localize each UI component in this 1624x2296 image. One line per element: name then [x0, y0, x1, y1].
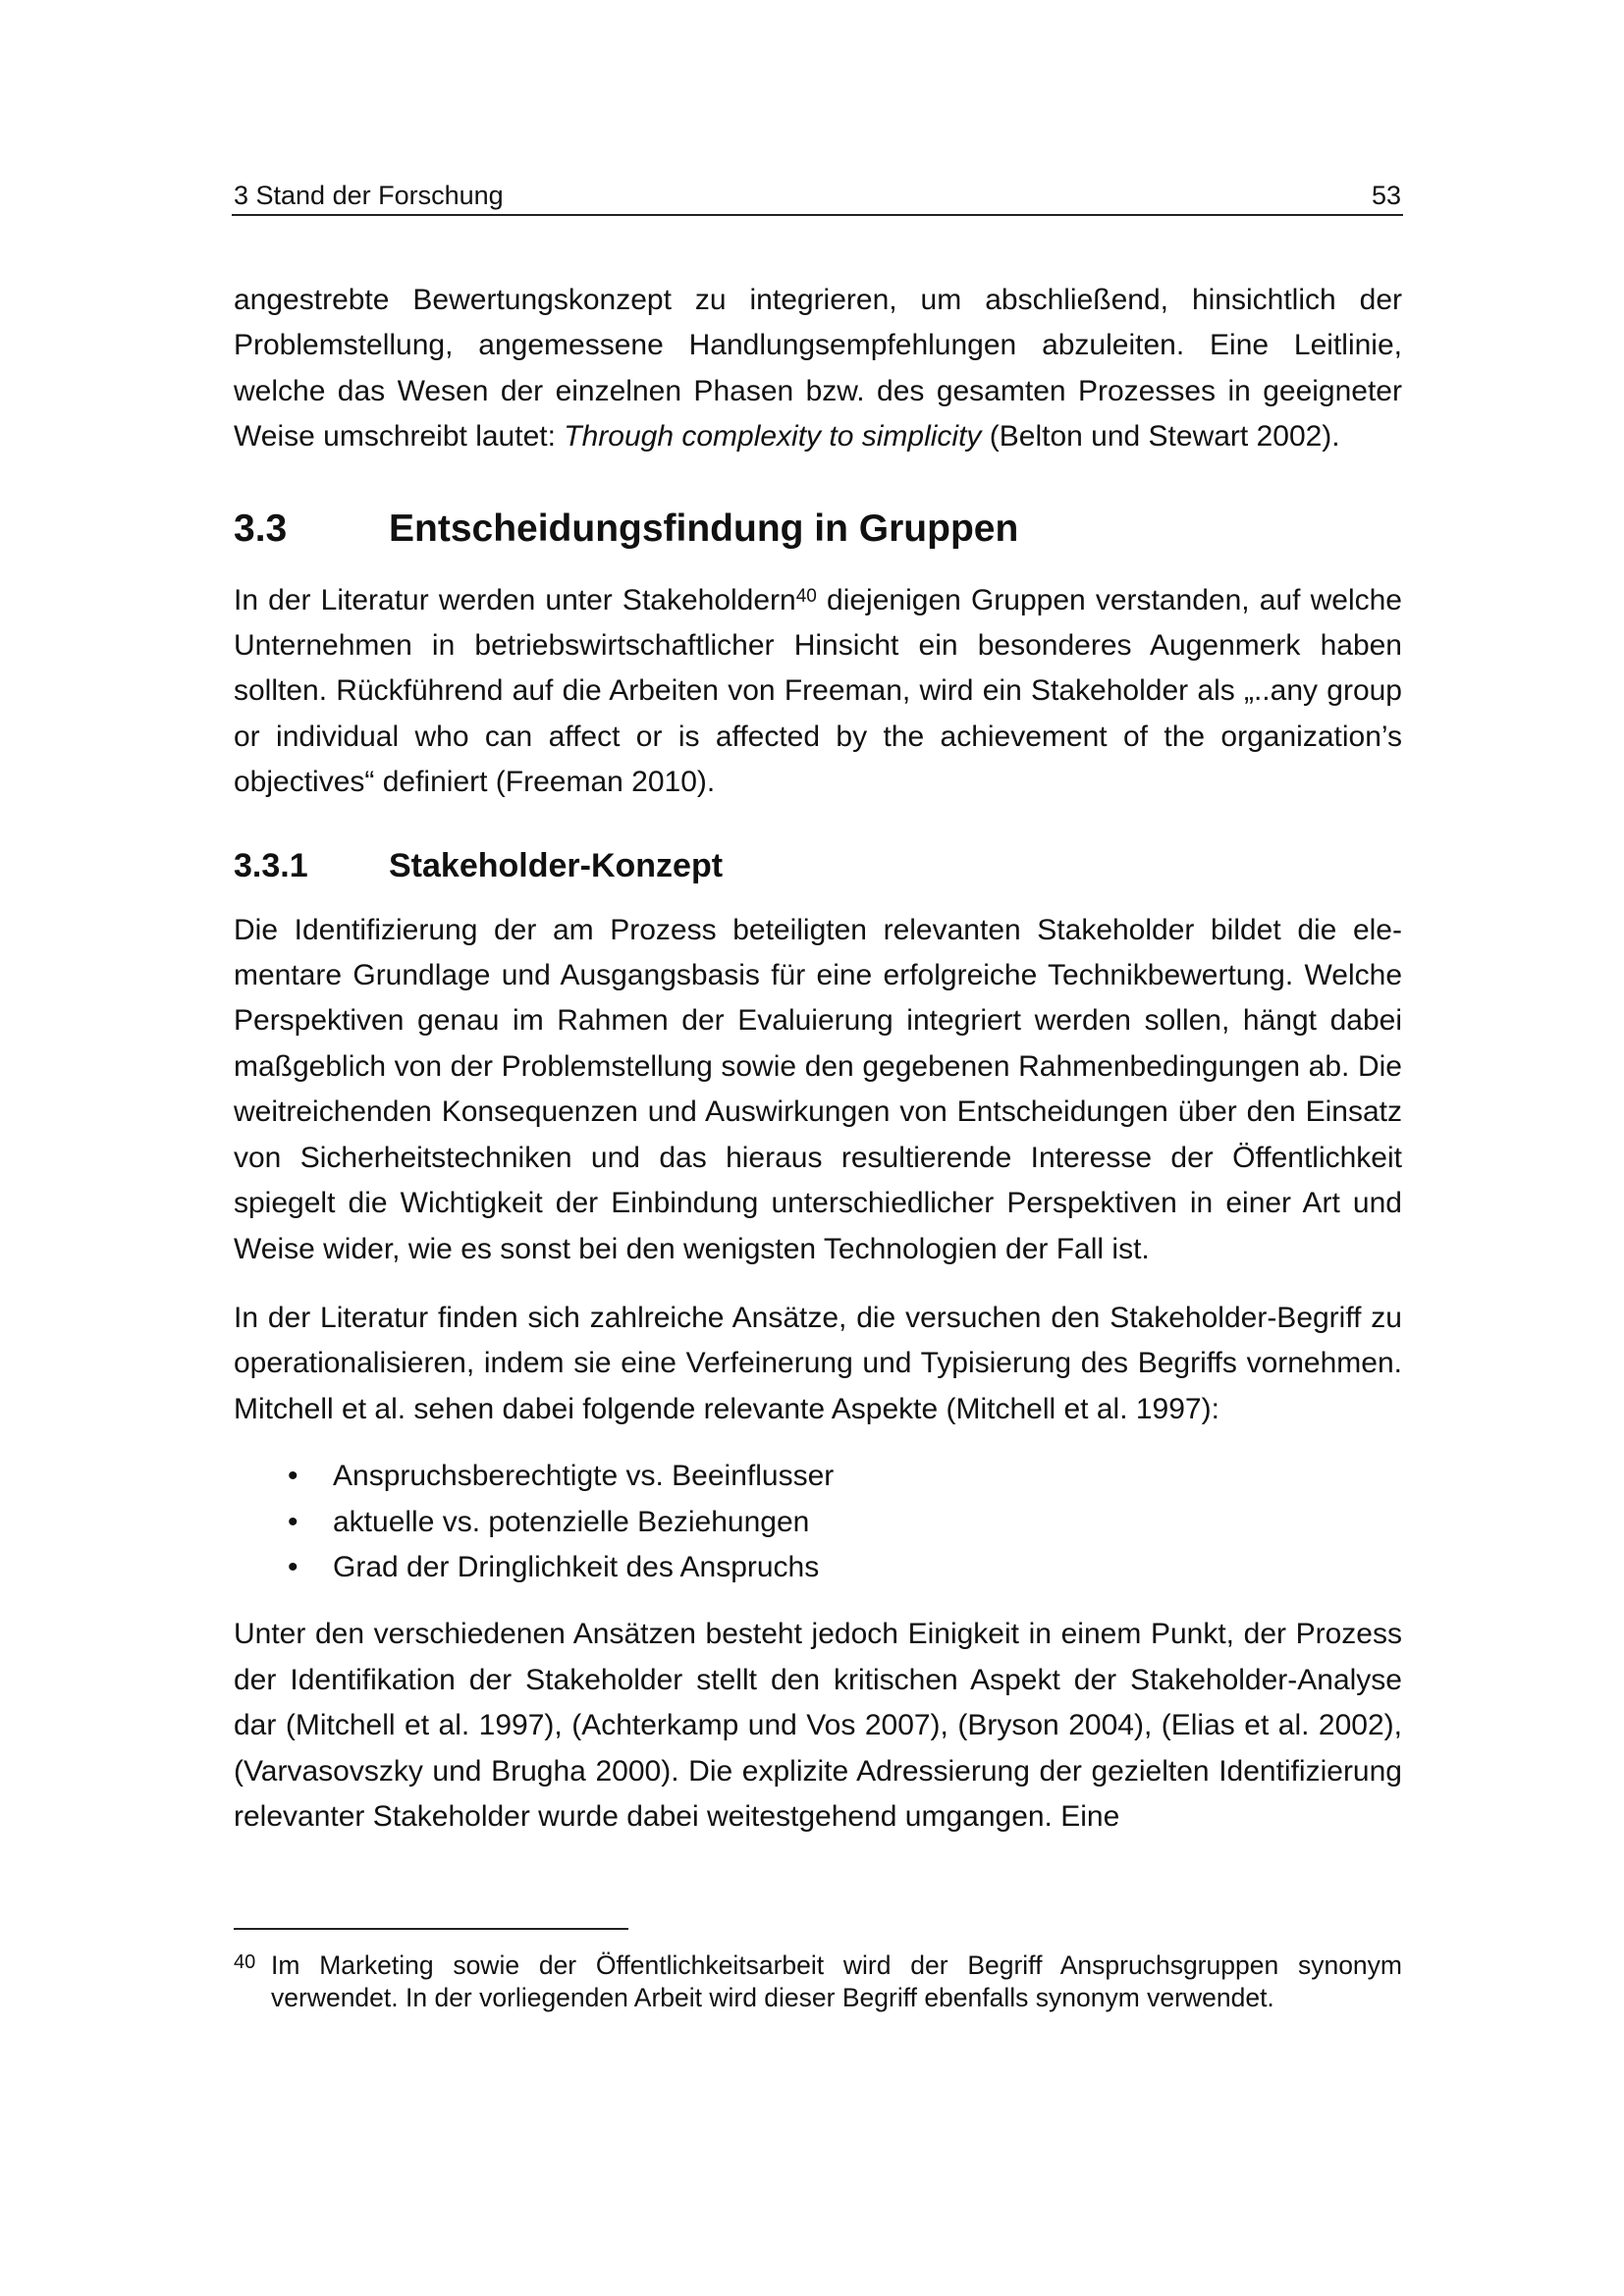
intro-paragraph — [234, 278, 1402, 460]
running-header — [232, 177, 1403, 216]
bullet-icon: • — [288, 1550, 298, 1583]
footnote-reference[interactable]: 40 — [795, 585, 817, 607]
section-heading — [234, 504, 1402, 555]
chapter-title: 3 Stand der Forschung — [234, 181, 504, 210]
footnote-divider — [234, 1928, 628, 1930]
subsection-number: 3.3.1 — [234, 846, 308, 884]
subsection-paragraph-2: In der Literatur finden sich zahlreiche Ansätze, die versuchen den Stakeholder-Begriff zu operationalisieren, indem sie eine Verfeinerung und Typisierung des Begriffs vornehmen. Mitchell et al. sehen dabei folgende relevante Aspekte (Mitchell et al. 1997): — [234, 1301, 1402, 1425]
subsection-title: Stakeholder-Konzept — [389, 846, 724, 884]
section-number: 3.3 — [234, 507, 288, 550]
bullet-icon: • — [288, 1460, 298, 1493]
list-item — [234, 1500, 1402, 1545]
list-item — [234, 1545, 1402, 1590]
page-number: 53 — [1371, 181, 1401, 210]
list-item-text: aktuelle vs. potenzielle Beziehungen — [333, 1505, 810, 1538]
section-title: Entscheidungsfindung in Gruppen — [389, 507, 1019, 550]
footnote — [234, 1949, 1402, 2014]
subsection-paragraph-3: Unter den verschiedenen Ansätzen besteht jedoch Einigkeit in einem Punkt, der Prozess der Identifikation der Stakeholder stellt den kritischen Aspekt der Stakeholder-Analyse dar (Mitchell et al. 1997), (Achterkamp und Vos 2007), (Bryson 2004), (Elias et al. 2002), (Varvasovszky und Brugha 2000). Die explizite Adressierung der gezielten Identifizierung relevanter Stakeholder wurde dabei weitestgehend umgangen. Eine — [234, 1618, 1402, 1833]
bullet-icon: • — [288, 1505, 298, 1538]
intro-text: angestrebte Bewertungskonzept zu integrieren, um abschließend, hinsichtlich der Problemstellung, angemessene Handlungsempfehlungen abzuleiten. Eine Leitlinie, welche das Wesen der einzelnen Phasen bzw. des gesamten Prozesses in geeigneter Weise umschreibt lautet: — [234, 284, 1402, 454]
list-item — [234, 1454, 1402, 1499]
section-paragraph — [234, 578, 1402, 806]
list-item-text: Grad der Dringlichkeit des Anspruchs — [333, 1550, 820, 1583]
list-item-text: Anspruchsberechtigte vs. Beeinflusser — [333, 1460, 835, 1493]
aspect-list — [234, 1454, 1402, 1590]
section-text-start: In der Literatur werden unter Stakeholdern — [234, 583, 796, 616]
section-text-rest: diejenigen Gruppen verstanden, auf welche Unternehmen in betriebswirtschaftlicher Hinsicht ein besonderes Augenmerk haben sollten. Rückführend auf die Arbeiten von Freeman, wird ein Stakeholder als „..any group or individual who can affect or is affected by the achievement of the organization’s objectives“ definiert (Freeman 2010). — [234, 583, 1402, 799]
subsection-heading — [234, 843, 1402, 888]
intro-italic-quote: Through complexity to simplicity — [564, 420, 982, 454]
intro-citation: (Belton und Stewart 2002). — [981, 420, 1340, 454]
footnote-number: 40 — [234, 1951, 256, 1973]
page-body — [234, 278, 1402, 1840]
footnote-text: Im Marketing sowie der Öffentlichkeitsarbeit wird der Begriff Anspruchsgruppen synonym verwendet. In der vorliegenden Arbeit wird dieser Begriff ebenfalls synonym verwendet. — [271, 1950, 1402, 2012]
subsection-paragraph-1: Die Identifizierung der am Prozess beteiligten relevanten Stakeholder bildet die elementare Grundlage und Ausgangsbasis für eine erfolgreiche Technikbewertung. Welche Perspektiven genau im Rahmen der Evaluierung integriert werden sollen, hängt dabei maßgeblich von der Problemstellung sowie den gegebenen Rahmenbedingungen ab. Die weitreichenden Konsequenzen und Auswirkungen von Entscheidungen über den Einsatz von Sicherheitstechniken und das hieraus resultierende Interesse der Öffentlichkeit spiegelt die Wichtigkeit der Einbindung unterschiedlicher Perspektiven in einer Art und Weise wider, wie es sonst bei den wenigsten Technologien der Fall ist. — [234, 913, 1402, 1265]
